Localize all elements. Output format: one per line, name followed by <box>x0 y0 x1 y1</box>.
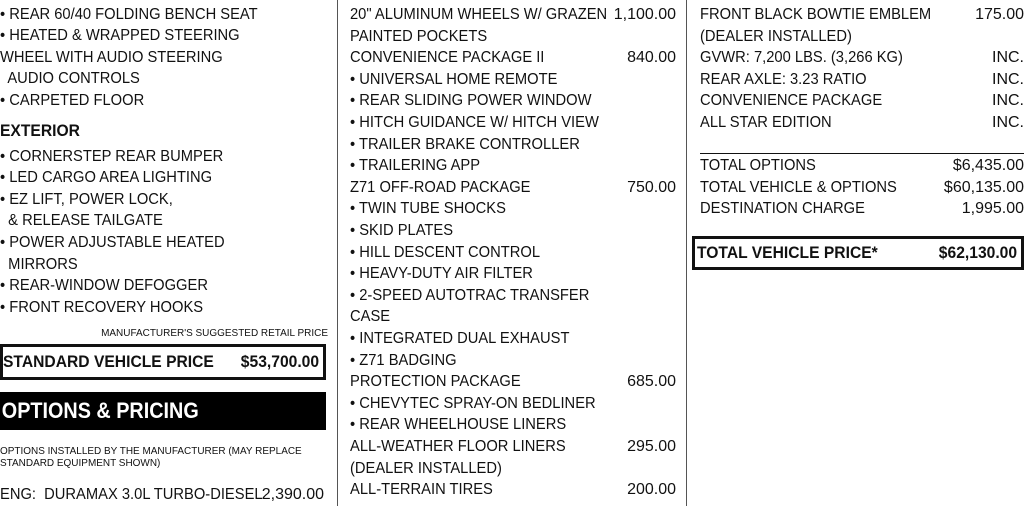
option-label: ALL-WEATHER FLOOR LINERS <box>350 438 566 455</box>
option-price: 750.00 <box>627 178 676 196</box>
option-label: PROTECTION PACKAGE <box>350 373 521 391</box>
option-line <box>350 155 676 177</box>
option-price: 175.00 <box>975 6 1024 23</box>
option-line <box>350 285 676 307</box>
option-line <box>350 26 676 48</box>
option-label: • 2-SPEED AUTOTRAC TRANSFER <box>350 286 590 304</box>
option-label: • HILL DESCENT CONTROL <box>350 243 541 261</box>
option-label: TOTAL OPTIONS <box>700 157 816 174</box>
option-label: ALL-TERRAIN TIRES <box>350 481 493 499</box>
option-line <box>350 479 676 501</box>
option-price: 685.00 <box>627 373 676 391</box>
option-line <box>700 4 1024 26</box>
option-label: • SKID PLATES <box>350 222 454 239</box>
standard-price-label: STANDARD VEHICLE PRICE <box>3 352 214 371</box>
feature-line: • CORNERSTEP REAR BUMPER <box>0 148 224 165</box>
option-label: (DEALER INSTALLED) <box>350 459 502 477</box>
option-line <box>350 47 676 69</box>
total-price-value: $62,130.00 <box>938 243 1017 262</box>
option-line <box>350 220 676 242</box>
option-line <box>350 458 676 480</box>
option-label: REAR AXLE: 3.23 RATIO <box>700 70 867 88</box>
option-label: PAINTED POCKETS <box>350 27 488 45</box>
option-price: 295.00 <box>627 438 676 455</box>
option-line <box>700 155 1024 177</box>
option-label: Z71 OFF-ROAD PACKAGE <box>350 178 531 196</box>
options-pricing-title: OPTIONS & PRICING <box>1 398 199 423</box>
total-price-label: TOTAL VEHICLE PRICE* <box>697 243 878 262</box>
feature-line: • EZ LIFT, POWER LOCK, <box>0 191 173 208</box>
option-label: CONVENIENCE PACKAGE <box>700 92 883 110</box>
engine-option-line <box>0 484 328 506</box>
engine-option-price: 2,390.00 <box>261 486 324 503</box>
option-label: • REAR SLIDING POWER WINDOW <box>350 92 592 110</box>
engine-option-label: ENG: DURAMAX 3.0L TURBO-DIESEL <box>0 486 263 503</box>
option-label: CASE <box>350 308 391 326</box>
option-price: INC. <box>992 70 1024 88</box>
option-line <box>350 134 676 156</box>
option-line <box>350 90 676 112</box>
totals-rule <box>700 153 1024 154</box>
option-line <box>350 306 676 328</box>
option-price: 1,995.00 <box>961 200 1024 218</box>
options-note: STANDARD EQUIPMENT SHOWN) <box>0 457 161 469</box>
total-price-box <box>692 236 1024 270</box>
option-line <box>350 350 676 372</box>
option-line <box>350 263 676 285</box>
feature-line: • REAR-WINDOW DEFOGGER <box>0 277 208 294</box>
option-label: TOTAL VEHICLE & OPTIONS <box>700 178 897 196</box>
option-label: • TRAILER BRAKE CONTROLLER <box>350 135 580 153</box>
option-label: 20" ALUMINUM WHEELS W/ GRAZEN <box>350 6 608 23</box>
column-divider-right <box>686 0 687 506</box>
feature-line: • HEATED & WRAPPED STEERING <box>0 27 240 44</box>
option-line <box>350 414 676 436</box>
option-label: • UNIVERSAL HOME REMOTE <box>350 70 558 88</box>
options-pricing-banner <box>0 392 326 430</box>
option-line <box>350 198 676 220</box>
option-label: • HEAVY-DUTY AIR FILTER <box>350 265 533 283</box>
option-line <box>700 26 1024 48</box>
option-line <box>350 242 676 264</box>
msrp-caption: MANUFACTURER'S SUGGESTED RETAIL PRICE <box>101 327 328 339</box>
option-price: INC. <box>992 49 1024 67</box>
option-line <box>700 47 1024 69</box>
option-label: ALL STAR EDITION <box>700 114 832 131</box>
option-price: $6,435.00 <box>952 157 1024 174</box>
column-divider-left <box>337 0 338 506</box>
option-price: 1,100.00 <box>613 6 676 23</box>
options-note: OPTIONS INSTALLED BY THE MANUFACTURER (MAY REPLACE <box>0 445 302 457</box>
feature-line: AUDIO CONTROLS <box>0 70 140 87</box>
standard-price-value: $53,700.00 <box>240 352 319 371</box>
totals-column <box>697 0 1024 506</box>
option-line <box>700 90 1024 112</box>
option-label: GVWR: 7,200 LBS. (3,266 KG) <box>700 49 903 67</box>
feature-line: • POWER ADJUSTABLE HEATED <box>0 234 225 251</box>
option-line <box>700 112 1024 134</box>
option-label: CONVENIENCE PACKAGE II <box>350 49 545 67</box>
option-price: INC. <box>992 92 1024 110</box>
option-line <box>700 198 1024 220</box>
feature-line: • REAR 60/40 FOLDING BENCH SEAT <box>0 6 258 23</box>
option-label: FRONT BLACK BOWTIE EMBLEM <box>700 6 932 23</box>
option-line <box>350 328 676 350</box>
option-line <box>350 393 676 415</box>
option-line <box>350 436 676 458</box>
option-line <box>700 69 1024 91</box>
option-line <box>350 177 676 199</box>
option-line <box>350 69 676 91</box>
option-label: DESTINATION CHARGE <box>700 200 865 218</box>
feature-line: & RELEASE TAILGATE <box>0 212 163 229</box>
feature-line: MIRRORS <box>0 256 78 273</box>
feature-line: WHEEL WITH AUDIO STEERING <box>0 49 223 66</box>
feature-line: • CARPETED FLOOR <box>0 92 145 109</box>
option-label: • REAR WHEELHOUSE LINERS <box>350 416 567 434</box>
option-line <box>350 4 676 26</box>
option-line <box>350 112 676 134</box>
feature-line: • LED CARGO AREA LIGHTING <box>0 169 213 186</box>
option-price: 200.00 <box>627 481 676 499</box>
standard-price-box <box>0 344 326 380</box>
option-price: $60,135.00 <box>943 178 1024 196</box>
option-line <box>350 371 676 393</box>
exterior-heading: EXTERIOR <box>0 121 80 140</box>
option-label: • TWIN TUBE SHOCKS <box>350 200 506 218</box>
option-label: • HITCH GUIDANCE W/ HITCH VIEW <box>350 114 599 131</box>
option-label: • Z71 BADGING <box>350 351 457 369</box>
option-label: (DEALER INSTALLED) <box>700 27 852 45</box>
option-line <box>700 177 1024 199</box>
feature-line: • FRONT RECOVERY HOOKS <box>0 299 204 316</box>
option-label: • TRAILERING APP <box>350 157 481 175</box>
option-label: • CHEVYTEC SPRAY-ON BEDLINER <box>350 394 596 412</box>
option-price: INC. <box>992 114 1024 131</box>
option-price: 840.00 <box>627 49 676 67</box>
option-label: • INTEGRATED DUAL EXHAUST <box>350 330 570 347</box>
standard-equipment-column <box>0 0 328 506</box>
options-column <box>350 0 676 506</box>
